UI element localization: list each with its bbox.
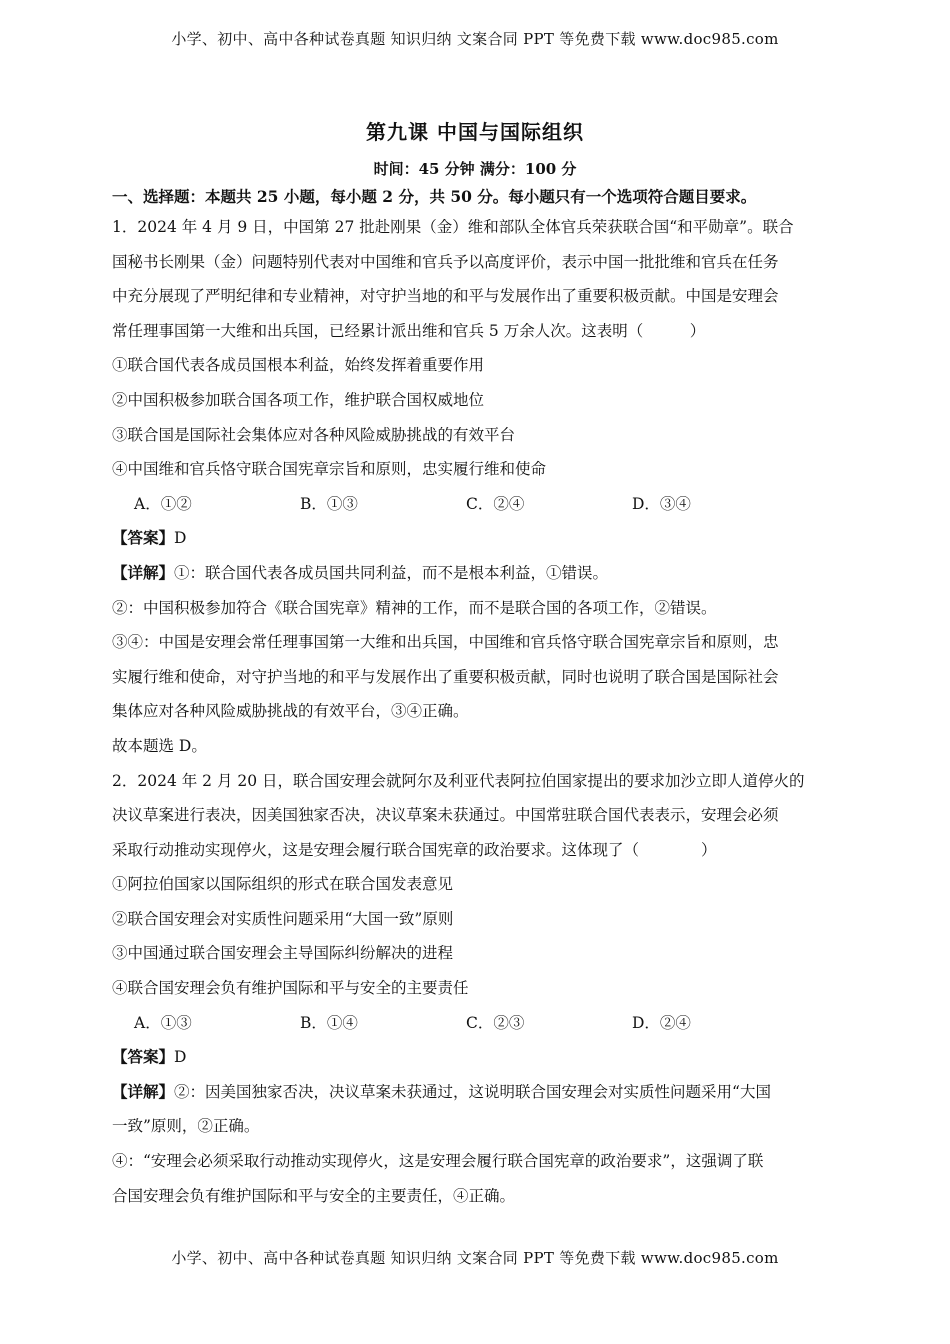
detail-label: 【详解】 (112, 562, 175, 582)
question-text-line: 常任理事国第一大维和出兵国，已经累计派出维和官兵 5 万余人次。这表明（ ） (112, 321, 706, 340)
question-1 (112, 210, 840, 764)
option-b: B．①④ (300, 1013, 358, 1032)
answer-value: D (174, 529, 187, 548)
answer-line (112, 1040, 840, 1075)
statement-item: ④联合国安理会负有维护国际和平与安全的主要责任 (112, 979, 469, 998)
answer-options (112, 1006, 840, 1041)
statement-item: ①联合国代表各成员国根本利益，始终发挥着重要作用 (112, 356, 485, 375)
option-c: C．②④ (466, 494, 525, 513)
answer-options (112, 487, 840, 522)
answer-label: 【答案】 (112, 528, 175, 548)
statement-item: ③联合国是国际社会集体应对各种风险威胁挑战的有效平台 (112, 425, 516, 444)
statement-item: ③中国通过联合国安理会主导国际纠纷解决的进程 (112, 944, 454, 963)
option-d: D．③④ (632, 494, 691, 513)
page-header: 小学、初中、高中各种试卷真题 知识归纳 文案合同 PPT 等免费下载 www.doc985.com (171, 30, 779, 48)
statement-item: ④中国维和官兵恪守联合国宪章宗旨和原则，忠实履行维和使命 (112, 460, 547, 479)
detail-line: 一致”原则，②正确。 (112, 1117, 260, 1136)
detail-line (112, 1075, 840, 1110)
option-c: C．②③ (466, 1013, 525, 1032)
option-b: B．①③ (300, 494, 358, 513)
question-text-line: 国秘书长刚果（金）问题特别代表对中国维和官兵予以高度评价，表示中国一批批维和官兵在任务 (112, 252, 779, 271)
option-d: D．②④ (632, 1013, 691, 1032)
page-title: 第九课 中国与国际组织 (366, 120, 584, 144)
detail-line: ③④：中国是安理会常任理事国第一大维和出兵国，中国维和官兵恪守联合国宪章宗旨和原则，忠 (112, 633, 779, 652)
question-2 (112, 764, 840, 1214)
detail-label: 【详解】 (112, 1081, 175, 1101)
detail-line (112, 556, 840, 591)
answer-value: D (174, 1048, 187, 1067)
option-a: A．①③ (134, 1013, 192, 1032)
detail-line: ②：中国积极参加符合《联合国宪章》精神的工作，而不是联合国的各项工作，②错误。 (112, 598, 717, 617)
question-text-line: 1．2024 年 4 月 9 日，中国第 27 批赴刚果（金）维和部队全体官兵荣获联合国“和平勋章”。联合 (112, 218, 794, 236)
question-text-line: 2．2024 年 2 月 20 日，联合国安理会就阿尔及利亚代表阿拉伯国家提出的要求加沙立即人道停火的 (112, 771, 805, 790)
answer-line (112, 521, 840, 556)
question-text-line: 采取行动推动实现停火，这是安理会履行联合国宪章的政治要求。这体现了（ ） (112, 840, 717, 859)
answer-label: 【答案】 (112, 1047, 175, 1067)
section-heading: 一、选择题：本题共 25 小题，每小题 2 分，共 50 分。每小题只有一个选项符合题目要求。 (112, 187, 757, 206)
detail-line: 合国安理会负有维护国际和平与安全的主要责任，④正确。 (112, 1186, 516, 1205)
question-text-line: 决议草案进行表决，因美国独家否决，决议草案未获通过。中国常驻联合国代表表示，安理会必须 (112, 806, 779, 825)
detail-text: ②：因美国独家否决，决议草案未获通过，这说明联合国安理会对实质性问题采用“大国 (174, 1082, 771, 1101)
page-footer: 小学、初中、高中各种试卷真题 知识归纳 文案合同 PPT 等免费下载 www.doc985.com (171, 1249, 779, 1267)
detail-line: 实履行维和使命，对守护当地的和平与发展作出了重要积极贡献，同时也说明了联合国是国际社会 (112, 667, 779, 686)
exam-time-score: 时间：45 分钟 满分：100 分 (373, 160, 577, 178)
detail-conclusion: 故本题选 D。 (112, 736, 207, 755)
statement-item: ②联合国安理会对实质性问题采用“大国一致”原则 (112, 909, 454, 928)
detail-line: ④：“安理会必须采取行动推动实现停火，这是安理会履行联合国宪章的政治要求”，这强调了联 (112, 1152, 764, 1171)
statement-item: ②中国积极参加联合国各项工作，维护联合国权威地位 (112, 390, 485, 409)
document-body (112, 184, 840, 1213)
option-a: A．①② (134, 494, 192, 513)
statement-item: ①阿拉伯国家以国际组织的形式在联合国发表意见 (112, 875, 454, 894)
detail-line: 集体应对各种风险威胁挑战的有效平台，③④正确。 (112, 702, 469, 721)
detail-text: ①：联合国代表各成员国共同利益，而不是根本利益，①错误。 (174, 563, 609, 582)
question-text-line: 中充分展现了严明纪律和专业精神，对守护当地的和平与发展作出了重要积极贡献。中国是安理会 (112, 287, 779, 306)
